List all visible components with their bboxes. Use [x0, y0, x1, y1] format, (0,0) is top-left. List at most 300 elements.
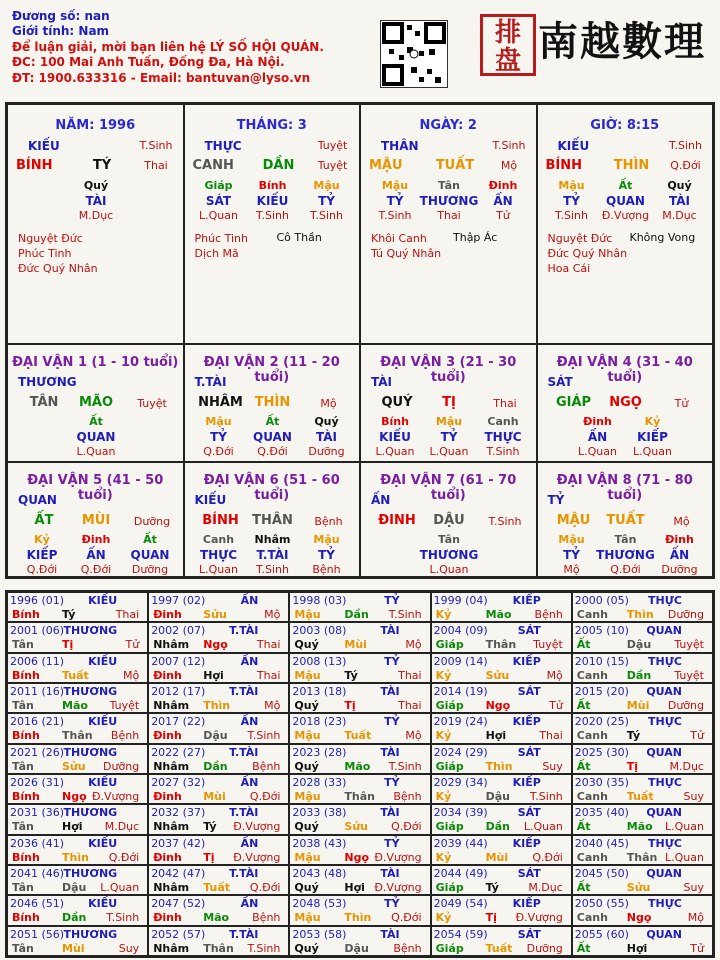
year-stem: Nhâm: [153, 638, 190, 652]
pillar-top-stage: Tuyệt: [317, 139, 348, 152]
hidden-stage: L.Quan: [429, 445, 469, 458]
year-cell: [289, 774, 430, 804]
year-stem: Tân: [12, 881, 34, 894]
year-cell: [431, 895, 572, 925]
year-branch: Dậu: [626, 638, 652, 652]
hidden-star: TÀI: [668, 194, 690, 208]
year-branch: Hợi: [485, 729, 507, 743]
hidden-stage: Thai: [437, 209, 461, 222]
year-branch: Dần: [344, 608, 369, 621]
hidden-stem: Mậu: [381, 179, 409, 192]
year-stem: Mậu: [294, 911, 321, 925]
gender: Giới tính: Nam: [12, 24, 110, 39]
year-stem: Canh: [576, 850, 608, 864]
year-stage: T.Sinh: [529, 790, 563, 803]
year-cell: [572, 592, 713, 622]
year-star: KIẾU: [88, 594, 118, 607]
year-label: 2024 (29): [433, 745, 488, 759]
hidden-stem: Đinh: [488, 179, 518, 192]
year-cell: [572, 865, 713, 895]
year-branch: Sửu: [344, 820, 368, 834]
hidden-stage: M.Dục: [662, 209, 697, 222]
pillar-notes: [195, 231, 249, 261]
year-stem: Mậu: [294, 790, 321, 803]
hidden-stage: Q.Đới: [610, 563, 641, 576]
hidden-stage: Q.Đới: [203, 445, 234, 458]
dai-van-1: [7, 344, 184, 462]
pillar-star: KIẾU: [557, 139, 590, 153]
year-label: 2038 (43): [292, 836, 347, 850]
year-stem: Nhâm: [153, 881, 190, 894]
year-branch: Ngọ: [203, 638, 228, 652]
year-cell: [431, 653, 572, 683]
year-stem: Giáp: [435, 638, 464, 652]
year-stem: Giáp: [435, 699, 464, 712]
pillar-1: [7, 104, 184, 344]
year-stage: Tử: [125, 638, 140, 652]
hidden-stage: Tử: [496, 209, 510, 222]
year-star: T.TÀI: [229, 745, 259, 759]
year-branch: Dậu: [344, 941, 369, 955]
year-label: 1998 (03): [292, 594, 347, 607]
year-branch: Tị: [344, 699, 356, 712]
year-stem: Đinh: [153, 790, 182, 803]
year-stage: Thai: [398, 668, 422, 682]
year-star: KIẾP: [512, 897, 541, 911]
hidden-stage: T.Sinh: [310, 209, 343, 222]
year-label: 2048 (53): [292, 897, 347, 911]
year-label: 2023 (28): [292, 745, 347, 759]
note-item: Dịch Mã: [194, 247, 239, 260]
hidden-stage: Dưỡng: [308, 445, 345, 458]
year-cell: [289, 592, 430, 622]
hidden-star: THƯƠNG: [419, 194, 479, 208]
year-stem: Đinh: [153, 729, 182, 743]
dai-van-title: ĐẠI VẬN 1 (1 - 10 tuổi): [12, 355, 179, 370]
year-stem: Nhâm: [153, 820, 190, 834]
year-label: 1999 (04): [433, 594, 488, 607]
year-branch: Tý: [62, 608, 76, 621]
year-stem: Canh: [576, 668, 608, 682]
year-stage: Thai: [539, 729, 563, 743]
year-star: ẤN: [240, 715, 259, 729]
year-stem: Giáp: [435, 759, 464, 773]
hidden-star: TỶ: [210, 430, 227, 444]
year-stage: Dưỡng: [667, 608, 704, 621]
hidden-stem: Đinh: [81, 533, 111, 546]
year-stage: Q.Đới: [108, 850, 140, 864]
hidden-stage: T.Sinh: [555, 209, 588, 222]
year-stem: Canh: [576, 729, 608, 743]
pillar-title: GIỜ: 8:15: [590, 118, 660, 133]
year-star: TÀI: [380, 927, 400, 941]
contact-phone-email: ĐT: 1900.633316 - Email: bantuvan@lyso.vn: [12, 70, 311, 85]
year-stage: Mộ: [405, 729, 422, 743]
year-label: 2049 (54): [433, 897, 488, 911]
dai-van-stage: Mộ: [320, 397, 337, 410]
year-star: ẤN: [240, 654, 259, 668]
year-branch: Mùi: [626, 699, 650, 712]
contact-line-1: Để luận giải, mời bạn liên hệ LÝ SỐ HỘI QUÁN.: [12, 39, 324, 54]
pillar-branch: DẦN: [262, 158, 295, 173]
year-stem: Bính: [12, 668, 40, 682]
year-branch: Tý: [485, 881, 499, 894]
year-cell: [289, 835, 430, 865]
year-cell: [7, 622, 148, 652]
dai-van-branch: DẬU: [433, 513, 465, 528]
year-stem: Quý: [294, 759, 319, 773]
note-item: Hoa Cái: [547, 262, 591, 275]
year-stage: Tử: [690, 729, 704, 743]
year-stem: Đinh: [153, 850, 182, 864]
year-stage: Đ.Vượng: [91, 790, 140, 803]
hidden-star: ẤN: [587, 430, 608, 444]
year-cell: [7, 592, 148, 622]
pillar-stage: Thai: [144, 159, 168, 172]
pillar-2: [184, 104, 361, 344]
year-cell: [572, 835, 713, 865]
year-label: 2013 (18): [292, 685, 347, 698]
year-cell: [431, 744, 572, 774]
dai-van-branch: MÃO: [78, 395, 114, 410]
dai-van-3: [360, 344, 537, 462]
year-branch: Dần: [62, 911, 87, 925]
year-stem: Mậu: [294, 668, 321, 682]
dai-van-star: ẤN: [371, 493, 391, 507]
dai-van-star: SÁT: [547, 375, 573, 389]
year-star: THƯƠNG: [63, 745, 118, 759]
year-label: 2000 (05): [574, 594, 629, 607]
year-stem: Canh: [576, 608, 608, 621]
year-branch: Thìn: [344, 911, 372, 925]
year-cell: [431, 774, 572, 804]
hidden-stem: Mậu: [313, 179, 340, 192]
year-star: THƯƠNG: [63, 927, 118, 941]
year-branch: Hợi: [344, 881, 365, 894]
hidden-stem: Giáp: [204, 179, 233, 192]
hidden-stem: Mậu: [558, 179, 585, 192]
year-branch: Tý: [626, 729, 641, 743]
year-branch: Mão: [203, 911, 230, 925]
owner-name: Đương số: nan: [12, 9, 110, 23]
year-label: 2050 (55): [574, 897, 629, 911]
year-label: 2033 (38): [292, 806, 347, 820]
year-branch: Tuất: [62, 668, 89, 682]
dai-van-stem: BÍNH: [202, 513, 239, 528]
pillar-stem: BÍNH: [16, 158, 53, 173]
year-stem: Kỷ: [435, 729, 452, 743]
dai-van-stage: Mộ: [673, 515, 690, 528]
seal-text: 排盘: [494, 18, 521, 76]
year-cell: [572, 683, 713, 713]
year-star: THỰC: [648, 715, 682, 729]
year-cell: [289, 926, 430, 956]
dai-van-branch: THÌN: [254, 395, 291, 410]
year-label: 2028 (33): [292, 776, 347, 789]
year-stage: Q.Đới: [391, 820, 422, 834]
year-stem: Kỷ: [435, 608, 452, 621]
year-stem: Nhâm: [153, 699, 190, 712]
year-stem: Đinh: [153, 668, 182, 682]
dai-van-star: THƯƠNG: [18, 375, 77, 389]
hidden-star: TÀI: [315, 430, 337, 444]
yearly-table: [5, 590, 715, 958]
year-branch: Tý: [203, 820, 217, 834]
year-branch: Dậu: [203, 729, 228, 743]
year-branch: Ngọ: [485, 699, 511, 712]
year-cell: [7, 926, 148, 956]
year-stage: Tử: [690, 941, 704, 955]
year-label: 2019 (24): [433, 715, 488, 729]
dai-van-stage: Bệnh: [314, 515, 343, 528]
hidden-stage: T.Sinh: [486, 445, 520, 458]
year-label: 2010 (15): [574, 654, 629, 668]
year-star: SÁT: [517, 927, 541, 941]
year-stem: Bính: [12, 790, 40, 803]
hidden-star: KIẾP: [26, 548, 58, 562]
dai-van-stem: MẬU: [556, 513, 591, 528]
hidden-star: TỶ: [440, 430, 458, 444]
year-cell: [148, 865, 289, 895]
year-label: 1997 (02): [151, 594, 206, 607]
year-label: 2043 (48): [292, 867, 347, 880]
year-stem: Quý: [294, 699, 319, 712]
year-branch: Sửu: [62, 759, 86, 773]
hidden-stem: Nhâm: [254, 533, 291, 546]
year-stage: Mộ: [546, 668, 563, 682]
year-cell: [431, 683, 572, 713]
year-star: ẤN: [240, 836, 259, 850]
year-star: QUAN: [646, 624, 682, 638]
year-star: THƯƠNG: [63, 806, 118, 820]
year-stage: Đ.Vượng: [515, 911, 563, 925]
year-label: 2054 (59): [433, 927, 488, 941]
hidden-stage: Dưỡng: [661, 563, 698, 576]
hidden-stage: Q.Đới: [257, 445, 288, 458]
year-label: 2012 (17): [151, 685, 206, 698]
year-stem: Giáp: [435, 820, 464, 834]
year-branch: Dậu: [485, 790, 510, 803]
dai-van-star: TÀI: [371, 375, 393, 389]
year-cell: [289, 804, 430, 834]
year-star: THỰC: [648, 776, 682, 789]
year-stem: Nhâm: [153, 941, 190, 955]
dai-van-title: ĐẠI VẬN 5 (41 - 50 tuổi): [27, 473, 164, 503]
year-branch: Ngọ: [62, 790, 87, 803]
dai-van-6: [184, 462, 361, 577]
year-label: 2014 (19): [433, 685, 488, 698]
hidden-stage: Q.Đới: [80, 563, 112, 576]
year-cell: [572, 713, 713, 743]
year-stage: Thai: [256, 638, 281, 652]
hidden-stage: Q.Đới: [26, 563, 58, 576]
year-cell: [289, 683, 430, 713]
hidden-star: ẤN: [86, 548, 106, 562]
year-star: QUAN: [646, 867, 682, 880]
hidden-stem: Mậu: [558, 533, 585, 546]
year-star: TỶ: [384, 776, 400, 789]
year-stage: Suy: [118, 941, 140, 955]
year-cell: [572, 895, 713, 925]
year-stem: Kỷ: [435, 790, 452, 803]
year-star: T.TÀI: [229, 927, 259, 941]
year-stem: Canh: [576, 790, 608, 803]
year-cell: [572, 774, 713, 804]
dai-van-branch: TỊ: [442, 395, 456, 410]
year-label: 2022 (27): [151, 745, 206, 759]
pillar-stage: Mộ: [500, 159, 518, 172]
pillar-title: NGÀY: 2: [419, 118, 477, 133]
hidden-star: TỶ: [386, 194, 404, 208]
year-star: THƯƠNG: [63, 685, 118, 698]
hidden-star: KIẾP: [637, 430, 668, 444]
hidden-stage: T.Sinh: [378, 209, 412, 222]
pillar-star: THÂN: [381, 139, 419, 153]
year-star: KIẾP: [512, 594, 541, 607]
year-stage: Mộ: [264, 699, 281, 712]
dai-van-branch: MÙI: [81, 513, 111, 528]
year-stage: L.Quan: [523, 820, 563, 834]
year-label: 2004 (09): [433, 624, 488, 638]
year-branch: Sửu: [203, 608, 227, 621]
year-branch: Dậu: [62, 881, 87, 894]
year-cell: [7, 835, 148, 865]
hidden-stem: Bính: [381, 415, 409, 428]
year-stage: Đ.Vượng: [233, 820, 281, 834]
pillar-notes: [371, 231, 441, 261]
year-star: KIẾP: [512, 836, 541, 850]
year-branch: Hợi: [62, 820, 83, 834]
hidden-stem: Mậu: [435, 415, 463, 428]
year-label: 2034 (39): [433, 806, 488, 820]
year-star: KIẾU: [88, 654, 118, 668]
year-branch: Thân: [344, 790, 375, 803]
pillar-top-stage: T.Sinh: [139, 139, 173, 152]
year-stem: Ất: [576, 699, 591, 712]
year-branch: Dần: [203, 759, 228, 773]
year-stem: Ất: [576, 881, 591, 894]
year-branch: Thân: [62, 729, 93, 743]
year-label: 2006 (11): [10, 654, 65, 668]
year-branch: Mùi: [62, 941, 85, 955]
year-stem: Ất: [576, 941, 591, 955]
year-branch: Mùi: [203, 790, 226, 803]
year-star: TÀI: [380, 624, 400, 638]
pillar-4: [537, 104, 714, 344]
year-cell: [7, 653, 148, 683]
year-branch: Thân: [203, 941, 234, 955]
pillar-notes: [548, 231, 628, 276]
year-star: THƯƠNG: [63, 624, 118, 638]
year-cell: [148, 653, 289, 683]
year-star: QUAN: [646, 685, 682, 698]
contact-address: ĐC: 100 Mai Anh Tuấn, Đống Đa, Hà Nội.: [12, 55, 285, 70]
year-label: 2029 (34): [433, 776, 488, 789]
dai-van-star: TỶ: [547, 493, 565, 507]
year-stem: Mậu: [294, 729, 321, 743]
pillar-branch: TÝ: [92, 158, 112, 173]
year-stage: Tuyệt: [674, 638, 704, 652]
year-stage: Dưỡng: [667, 699, 704, 712]
dai-van-8: [537, 462, 714, 577]
year-branch: Tị: [485, 911, 497, 925]
year-star: TỶ: [384, 715, 400, 729]
hidden-stage: T.Sinh: [256, 563, 289, 576]
year-label: 2026 (31): [10, 776, 65, 789]
year-star: ẤN: [240, 776, 259, 789]
year-stem: Tân: [12, 638, 34, 652]
year-cell: [431, 592, 572, 622]
year-stage: M.Dục: [104, 820, 140, 834]
hidden-stem: Canh: [487, 415, 519, 428]
year-cell: [431, 865, 572, 895]
year-branch: Ngọ: [626, 911, 652, 925]
hidden-star: TÀI: [85, 194, 107, 208]
year-cell: [572, 926, 713, 956]
hidden-stem: Ất: [618, 179, 633, 192]
note-item: Phúc Tinh: [194, 232, 249, 245]
year-stage: Q.Đới: [249, 881, 281, 894]
year-label: 2039 (44): [433, 836, 488, 850]
year-label: 2016 (21): [10, 715, 65, 729]
note-item: Phúc Tinh: [18, 247, 72, 260]
year-branch: Ngọ: [344, 850, 370, 864]
year-label: 2042 (47): [151, 867, 206, 880]
year-cell: [148, 683, 289, 713]
year-cell: [148, 774, 289, 804]
year-cell: [148, 835, 289, 865]
note-item: Nguyệt Đức: [18, 232, 83, 245]
hidden-stem: Mậu: [205, 415, 232, 428]
year-stage: Suy: [683, 790, 704, 803]
year-star: T.TÀI: [229, 624, 259, 638]
hidden-star: T.TÀI: [256, 548, 289, 562]
year-cell: [431, 835, 572, 865]
dai-van-stem: ẤT: [34, 513, 54, 528]
year-label: 2002 (07): [151, 624, 206, 638]
year-stage: Bệnh: [252, 911, 281, 925]
year-stem: Quý: [294, 941, 319, 955]
year-branch: Thìn: [62, 850, 89, 864]
hidden-star: KIẾU: [256, 194, 289, 208]
year-stem: Ất: [576, 820, 591, 834]
year-cell: [289, 622, 430, 652]
hidden-stem: Đinh: [665, 533, 694, 546]
pillar-branch: THÌN: [613, 158, 650, 173]
note-item: Khôi Canh: [371, 232, 427, 245]
year-star: QUAN: [646, 745, 682, 759]
pillar-stage: Q.Đới: [670, 159, 701, 172]
hidden-stem: Ất: [265, 415, 280, 428]
hidden-star: TỶ: [318, 548, 335, 562]
red-seal-logo: [480, 14, 536, 76]
year-branch: Sửu: [626, 881, 651, 894]
year-label: 2046 (51): [10, 897, 65, 911]
dai-van-star: QUAN: [18, 493, 57, 507]
year-star: KIẾU: [88, 776, 118, 789]
year-branch: Mão: [62, 699, 88, 712]
year-star: TÀI: [380, 806, 400, 820]
year-stage: T.Sinh: [388, 608, 422, 621]
year-stem: Đinh: [153, 608, 182, 621]
year-label: 2052 (57): [151, 927, 206, 941]
year-cell: [148, 622, 289, 652]
year-stage: Bệnh: [393, 790, 422, 803]
hidden-stage: L.Quan: [76, 445, 116, 458]
year-stage: Suy: [542, 759, 563, 773]
dai-van-stem: GIÁP: [555, 395, 592, 410]
year-label: 2027 (32): [151, 776, 206, 789]
